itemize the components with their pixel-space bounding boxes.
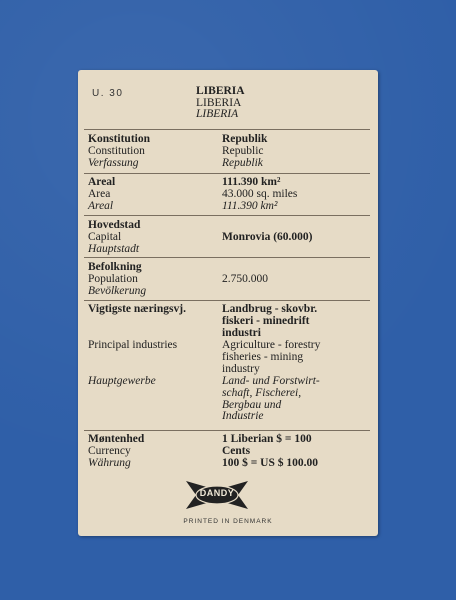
divider xyxy=(84,300,370,301)
label-german: Währung xyxy=(88,456,131,469)
value-capital: Monrovia (60.000) xyxy=(222,231,313,243)
value-german: Industrie xyxy=(222,410,264,423)
value-german: Bergbau und xyxy=(222,398,282,411)
value-english: industry xyxy=(222,362,260,375)
value-danish: industri xyxy=(222,326,261,339)
label-danish: Møntenhed xyxy=(88,433,145,445)
label-german: Verfassung xyxy=(88,156,139,169)
label-english: Area xyxy=(88,187,111,200)
value-population: 2.750.000 xyxy=(222,273,268,285)
label-german: Hauptstadt xyxy=(88,242,140,255)
value-currency: 100 $ = US $ 100.00 xyxy=(222,456,319,469)
country-title xyxy=(196,86,245,121)
label-danish: Konstitution xyxy=(88,133,150,145)
label-danish: Areal xyxy=(88,176,116,188)
label-german: Areal xyxy=(88,199,114,212)
value-german: schaft, Fischerei, xyxy=(222,386,302,399)
value-english: fisheries - mining xyxy=(222,350,304,363)
divider xyxy=(84,430,370,431)
value-danish: fiskeri - minedrift xyxy=(222,314,310,327)
value-danish: Landbrug - skovbr. xyxy=(222,303,318,315)
label-english: Constitution xyxy=(88,144,145,157)
label-german: Bevölkerung xyxy=(88,284,147,297)
title-english: LIBERIA xyxy=(196,96,242,109)
divider xyxy=(84,257,370,258)
label-english: Currency xyxy=(88,444,131,457)
value-english: 43.000 sq. miles xyxy=(222,187,298,200)
label-german: Hauptgewerbe xyxy=(88,375,156,387)
label-english: Population xyxy=(88,272,138,285)
label-danish: Befolkning xyxy=(88,261,142,273)
label-danish: Hovedstad xyxy=(88,219,141,231)
printed-in-label: PRINTED IN DENMARK xyxy=(183,518,273,525)
title-german: LIBERIA xyxy=(196,108,239,120)
divider xyxy=(84,215,370,216)
dandy-logo xyxy=(184,478,250,512)
card-code: U. 30 xyxy=(92,88,124,99)
value-german: Land- und Forstwirt- xyxy=(222,375,320,387)
value-german: Republik xyxy=(222,156,263,169)
label-english: Capital xyxy=(88,230,122,243)
value-english: Republic xyxy=(222,144,264,157)
logo-text: DANDY xyxy=(199,488,235,498)
value-danish: 111.390 km² xyxy=(222,176,281,188)
value-german: 111.390 km² xyxy=(222,199,278,212)
title-danish: LIBERIA xyxy=(196,85,245,97)
info-card xyxy=(78,70,378,536)
divider xyxy=(84,129,370,130)
value-english: Agriculture - forestry xyxy=(222,339,321,351)
divider xyxy=(84,173,370,174)
value-currency: 1 Liberian $ = 100 xyxy=(222,433,312,445)
label-english: Principal industries xyxy=(88,339,178,351)
value-currency: Cents xyxy=(222,444,251,457)
value-danish: Republik xyxy=(222,133,268,145)
label-danish: Vigtigste næringsvj. xyxy=(88,303,186,315)
